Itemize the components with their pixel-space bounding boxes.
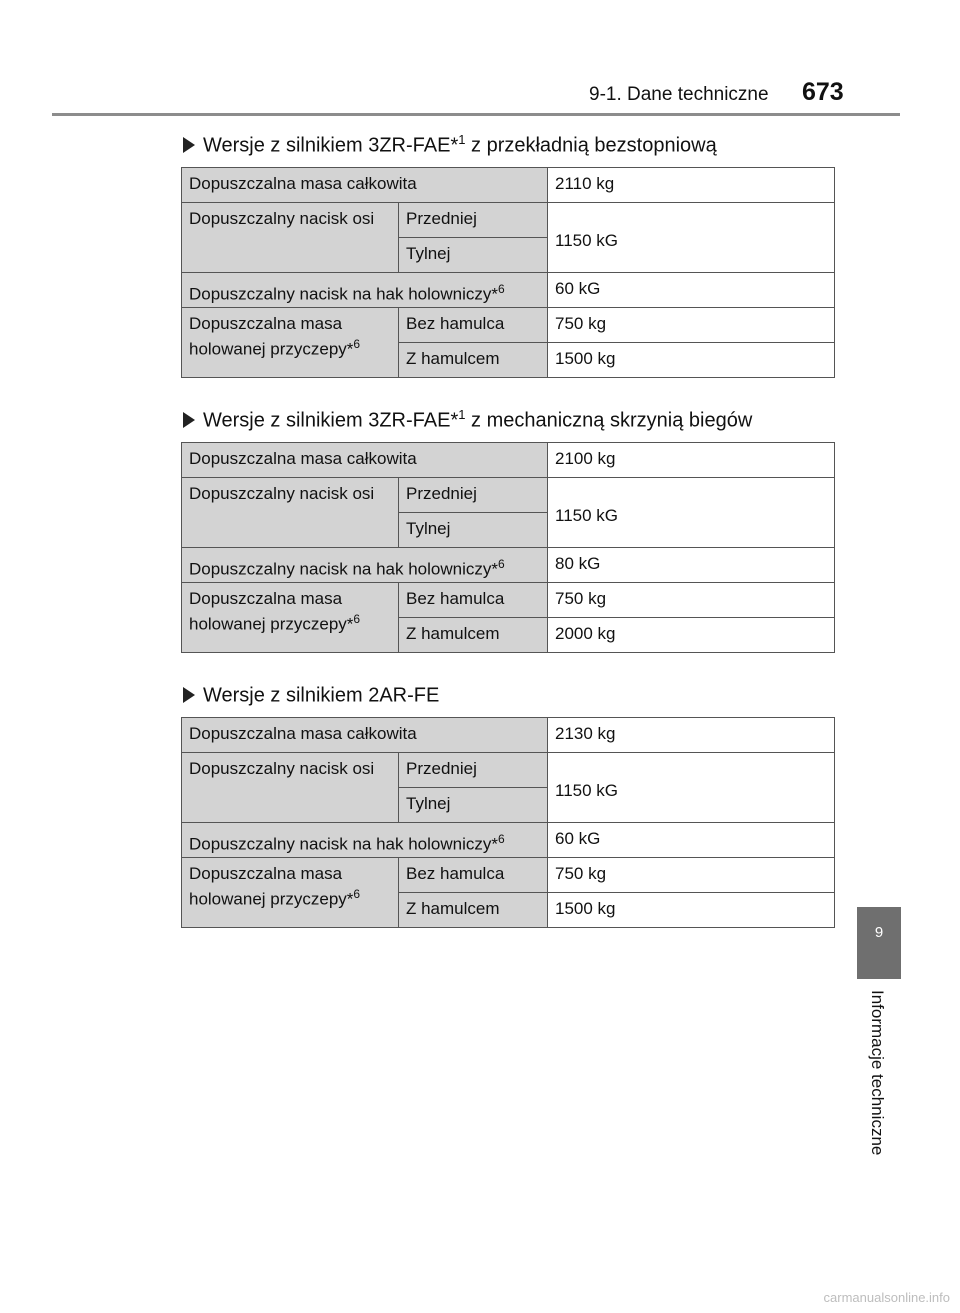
spec-table [181,717,835,928]
no-brake-label: Bez hamulca [399,858,548,893]
trailer-mass-label: Dopuszczalna masa holowanej przyczepy*$^6$ [182,308,399,378]
axle-value: 1150 kG [548,203,835,273]
table-row [182,583,835,618]
hook-load-value: 80 kG [548,548,835,583]
triangle-bullet-icon [183,687,195,703]
brake-value: 2000 kg [548,618,835,653]
axle-value: 1150 kG [548,478,835,548]
table-row [182,718,835,753]
trailer-mass-label: Dopuszczalna masa holowanej przyczepy*$^6$ [182,583,399,653]
no-brake-value: 750 kg [548,308,835,343]
watermark: carmanualsonline.info [823,1290,950,1305]
table-row [182,443,835,478]
table-row [182,478,835,513]
table-row [182,308,835,343]
brake-label: Z hamulcem [399,618,548,653]
hook-load-label: Dopuszczalny nacisk na hak holowniczy*$^6$ [182,548,548,583]
front-axle-label: Przedniej [399,478,548,513]
header-divider [52,113,900,116]
table-row [182,548,835,583]
hook-load-value: 60 kG [548,823,835,858]
axle-label: Dopuszczalny nacisk osi [182,478,399,548]
table-row [182,168,835,203]
total-mass-value: 2130 kg [548,718,835,753]
total-mass-label: Dopuszczalna masa całkowita [182,443,548,478]
total-mass-value: 2110 kg [548,168,835,203]
chapter-tab [857,907,901,979]
axle-value: 1150 kG [548,753,835,823]
hook-load-label: Dopuszczalny nacisk na hak holowniczy*$^6$ [182,273,548,308]
chapter-label: Informacje techniczne [868,990,887,1156]
rear-axle-label: Tylnej [399,238,548,273]
axle-label: Dopuszczalny nacisk osi [182,753,399,823]
brake-value: 1500 kg [548,893,835,928]
front-axle-label: Przedniej [399,753,548,788]
total-mass-label: Dopuszczalna masa całkowita [182,718,548,753]
spec-table [181,442,835,653]
chapter-number: 9 [874,924,884,941]
brake-value: 1500 kg [548,343,835,378]
section-title: 9-1. Dane techniczne [589,84,769,105]
no-brake-label: Bez hamulca [399,583,548,618]
no-brake-value: 750 kg [548,583,835,618]
section-heading: Wersje z silnikiem 3ZR-FAE*$^1$ z mechaniczną skrzynią biegów [183,407,752,433]
page-number: 673 [802,78,844,106]
section-heading: Wersje z silnikiem 2AR-FE [183,682,439,708]
spec-table [181,167,835,378]
triangle-bullet-icon [183,137,195,153]
no-brake-label: Bez hamulca [399,308,548,343]
rear-axle-label: Tylnej [399,513,548,548]
front-axle-label: Przedniej [399,203,548,238]
hook-load-value: 60 kG [548,273,835,308]
table-row [182,858,835,893]
brake-label: Z hamulcem [399,343,548,378]
table-row [182,203,835,238]
table-row [182,273,835,308]
hook-load-label: Dopuszczalny nacisk na hak holowniczy*$^6$ [182,823,548,858]
rear-axle-label: Tylnej [399,788,548,823]
section-heading: Wersje z silnikiem 3ZR-FAE*$^1$ z przekładnią bezstopniową [183,132,717,158]
triangle-bullet-icon [183,412,195,428]
table-row [182,823,835,858]
axle-label: Dopuszczalny nacisk osi [182,203,399,273]
total-mass-value: 2100 kg [548,443,835,478]
total-mass-label: Dopuszczalna masa całkowita [182,168,548,203]
trailer-mass-label: Dopuszczalna masa holowanej przyczepy*$^6$ [182,858,399,928]
no-brake-value: 750 kg [548,858,835,893]
brake-label: Z hamulcem [399,893,548,928]
table-row [182,753,835,788]
